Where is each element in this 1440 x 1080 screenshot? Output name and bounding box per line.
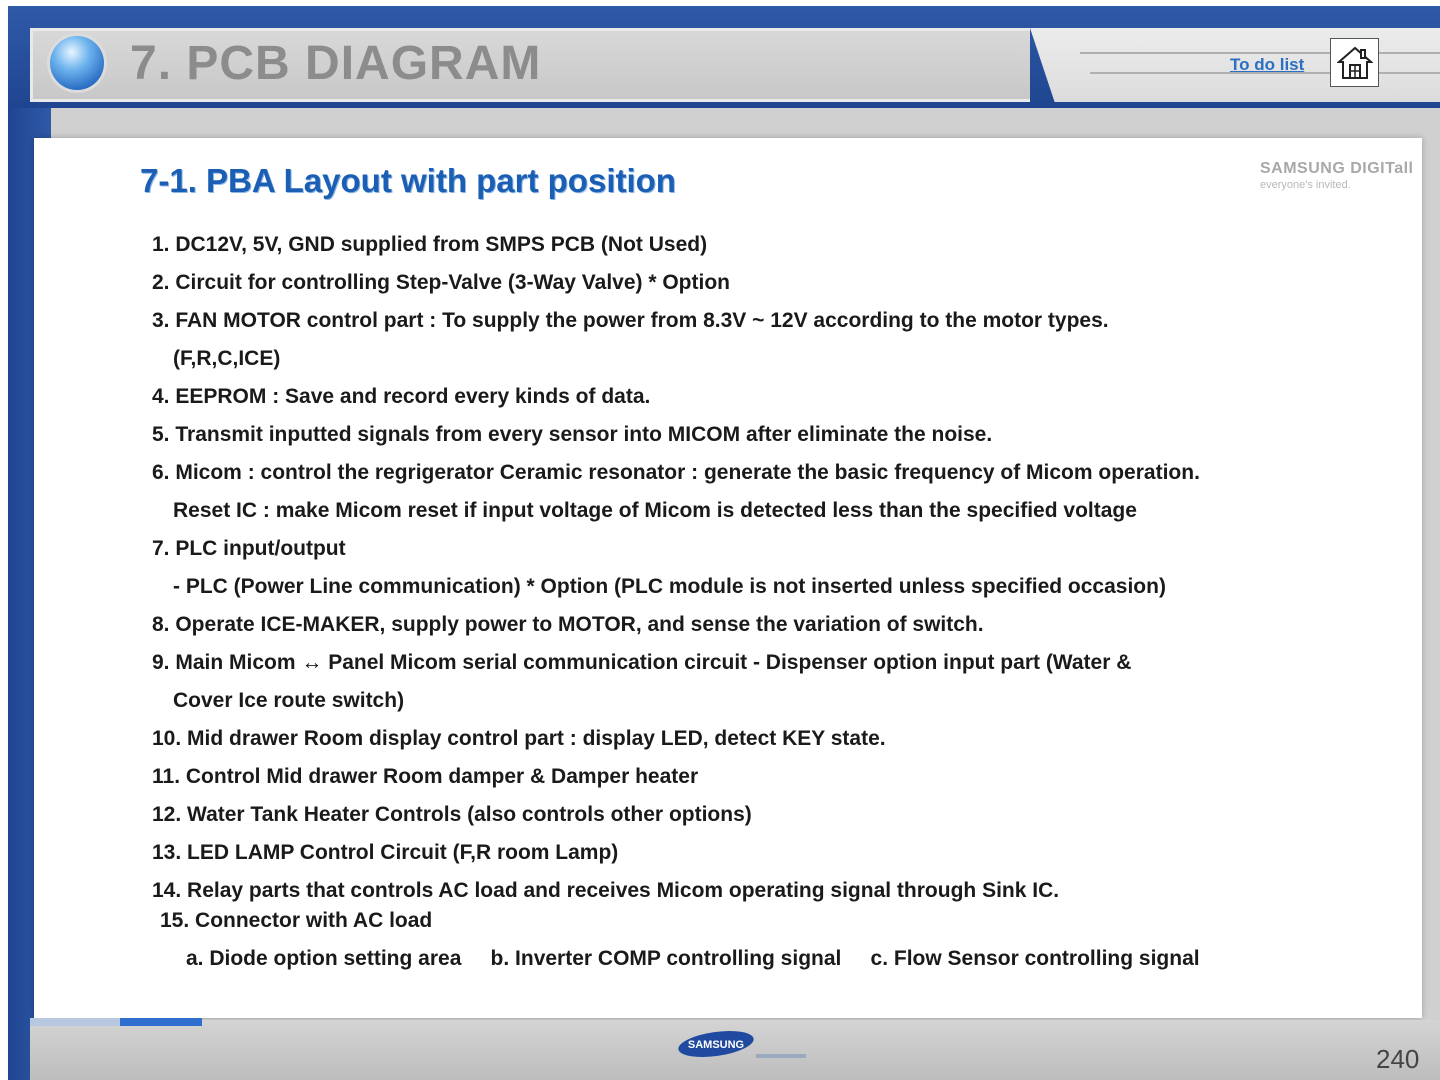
page-title: 7. PCB DIAGRAM [130,37,542,90]
logo-line1: SAMSUNG DIGITall [1260,160,1414,177]
list-item: 3. FAN MOTOR control part : To supply the power from 8.3V ~ 12V according to the motor types. [152,309,1109,332]
list-item: 15. Connector with AC load [160,909,433,932]
svg-text:SAMSUNG: SAMSUNG [687,1039,745,1051]
header-divider-line [1080,52,1440,54]
list-item: 10. Mid drawer Room display control part : display LED, detect KEY state. [152,727,886,750]
list-item: 12. Water Tank Heater Controls (also controls other options) [152,803,752,826]
list-item-subitems: a. Diode option setting area b. Inverter COMP controlling signal c. Flow Sensor controlling signal [186,947,1200,970]
list-item: 1. DC12V, 5V, GND supplied from SMPS PCB (Not Used) [152,233,708,256]
list-item: 13. LED LAMP Control Circuit (F,R room Lamp) [152,841,619,864]
home-button[interactable] [1330,38,1379,87]
list-item: 5. Transmit inputted signals from every sensor into MICOM after eliminate the noise. [152,423,993,446]
list-item-continuation: (F,R,C,ICE) [173,347,281,370]
list-item-continuation: Cover Ice route switch) [173,689,405,712]
list-item: 11. Control Mid drawer Room damper & Damper heater [152,765,699,788]
list-item-continuation: Reset IC : make Micom reset if input voltage of Micom is detected less than the specified voltage [173,499,1137,522]
list-item: 6. Micom : control the regrigerator Ceramic resonator : generate the basic frequency of Micom operation. [152,461,1200,484]
samsung-digitall-logo [1260,160,1420,194]
section-title: 7-1. PBA Layout with part position [140,162,676,199]
list-item: 7. PLC input/output [152,537,346,560]
samsung-electronics-logo [676,1028,808,1064]
list-item: 9. Main Micom ↔ Panel Micom serial communication circuit - Dispenser option input part (Water & [152,651,1132,674]
list-item: 8. Operate ICE-MAKER, supply power to MOTOR, and sense the variation of switch. [152,613,984,636]
todo-list-link[interactable]: To do list [1230,55,1305,74]
logo-line2: everyone's invited. [1260,179,1351,191]
list-item-continuation: - PLC (Power Line communication) * Option (PLC module is not inserted unless specified occasion) [173,575,1166,598]
home-icon [1337,45,1373,81]
footer-accent [120,1018,202,1026]
list-item: 14. Relay parts that controls AC load and receives Micom operating signal through Sink IC. [152,879,1060,902]
footer-accent [30,1018,120,1026]
bullet-orb-icon [50,36,104,90]
list-item: 4. EEPROM : Save and record every kinds of data. [152,385,651,408]
page-number: 240 [1376,1044,1420,1074]
list-item: 2. Circuit for controlling Step-Valve (3-Way Valve) * Option [152,271,730,294]
